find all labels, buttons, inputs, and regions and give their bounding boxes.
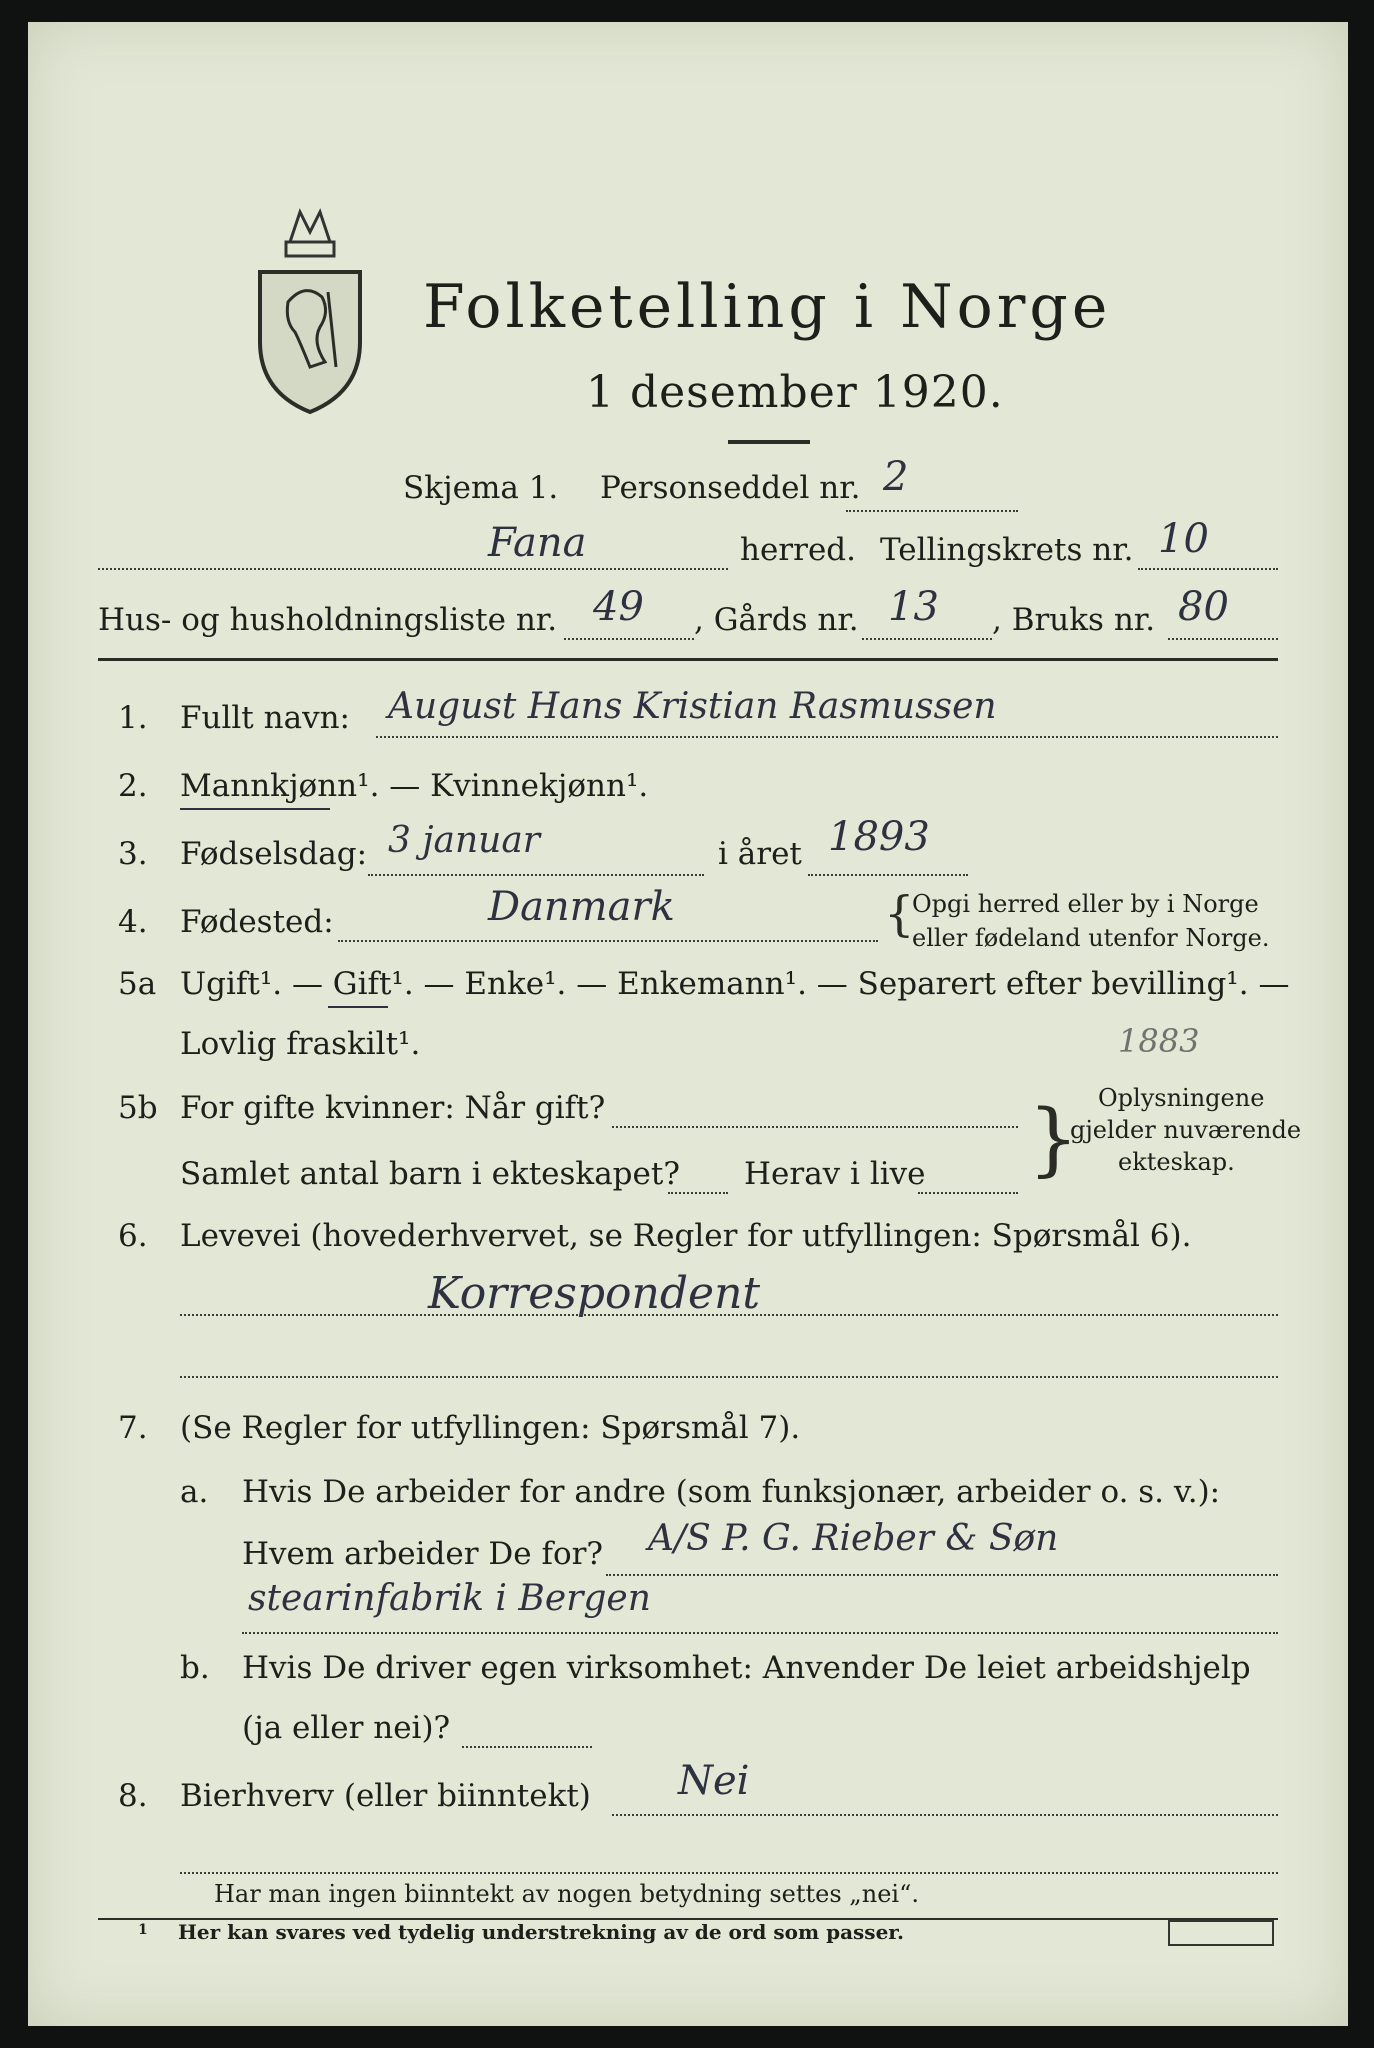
q7b-label-2: (ja eller nei)? — [242, 1710, 451, 1746]
hus-value: 49 — [593, 584, 644, 630]
q4-line — [338, 940, 878, 942]
hus-line — [564, 638, 694, 640]
q5b-label-2: Samlet antal barn i ekteskapet? — [180, 1156, 680, 1192]
birth-year-value: 1893 — [828, 814, 930, 860]
q5b-label-3: Herav i live — [744, 1156, 926, 1192]
skjema-label: Skjema 1. — [403, 470, 559, 506]
q7a-number: a. — [180, 1474, 209, 1510]
employer-value-2: stearinfabrik i Bergen — [248, 1578, 651, 1619]
q7b-label: Hvis De driver egen virksomhet: Anvender De leiet arbeidshjelp — [242, 1650, 1251, 1686]
q7-number: 7. — [118, 1410, 148, 1446]
header-divider — [98, 658, 1278, 661]
employer-value: A/S P. G. Rieber & Søn — [648, 1518, 1059, 1559]
bruks-value: 80 — [1178, 584, 1229, 630]
footnote-mark: 1 — [138, 1922, 148, 1938]
q5b-note-3: ekteskap. — [1118, 1148, 1235, 1176]
q4-brace: { — [884, 886, 915, 942]
q4-number: 4. — [118, 904, 148, 940]
gender-underline — [180, 808, 330, 810]
coat-of-arms-icon — [250, 202, 370, 417]
q7a-label: Hvis De arbeider for andre (som funksjonær, arbeider o. s. v.): — [242, 1474, 1221, 1510]
q1-label: Fullt navn: — [180, 700, 350, 736]
q7a-line-2 — [242, 1632, 1278, 1634]
q3-line — [368, 874, 704, 876]
footnote: Her kan svares ved tydelig understrekning av de ord som passer. — [178, 1920, 904, 1944]
q5b-brace: } — [1028, 1092, 1079, 1185]
tellingskrets-line — [1138, 568, 1278, 570]
q6-line-1 — [180, 1314, 1278, 1316]
personseddel-label: Personseddel nr. — [600, 470, 861, 506]
document-title: Folketelling i Norge — [423, 272, 1112, 342]
hus-label: Hus- og husholdningsliste nr. — [98, 602, 558, 638]
q5b-label: For gifte kvinner: Når gift? — [180, 1090, 606, 1126]
tellingskrets-label: Tellingskrets nr. — [880, 532, 1134, 568]
q5a-label: Ugift¹. — Gift¹. — Enke¹. — Enkemann¹. — Separert efter bevilling¹. — — [180, 966, 1290, 1002]
q7a-label-2: Hvem arbeider De for? — [242, 1536, 604, 1572]
printer-stamp — [1168, 1920, 1274, 1946]
birthday-value: 3 januar — [388, 820, 541, 861]
herred-line — [98, 568, 728, 570]
q2-number: 2. — [118, 768, 148, 804]
q7-label: (Se Regler for utfyllingen: Spørsmål 7). — [180, 1410, 801, 1446]
q5b-alive-line — [918, 1192, 1018, 1194]
q5b-married-line — [612, 1126, 1018, 1128]
q6-label: Levevei (hovederhvervet, se Regler for utfyllingen: Spørsmål 6). — [180, 1218, 1192, 1254]
herred-value: Fana — [488, 520, 587, 566]
q7b-line — [462, 1746, 592, 1748]
q4-label: Fødested: — [180, 904, 334, 940]
birthplace-value: Danmark — [488, 884, 675, 930]
q6-line-2 — [180, 1376, 1278, 1378]
q3-label: Fødselsdag: — [180, 836, 368, 872]
tellingskrets-value: 10 — [1158, 516, 1209, 562]
occupation-value: Korrespondent — [428, 1268, 761, 1319]
q2-label: Mannkjønn¹. — Kvinnekjønn¹. — [180, 768, 649, 804]
q4-note-1: Opgi herred eller by i Norge — [912, 890, 1259, 918]
q6-number: 6. — [118, 1218, 148, 1254]
marital-underline — [328, 1006, 388, 1008]
q7b-number: b. — [180, 1650, 210, 1686]
q5b-note-2: gjelder nuværende — [1070, 1116, 1302, 1144]
gards-label: , Gårds nr. — [694, 602, 859, 638]
q3-number: 3. — [118, 836, 148, 872]
full-name-value: August Hans Kristian Rasmussen — [388, 686, 997, 727]
q8-number: 8. — [118, 1778, 148, 1814]
q4-note-2: eller fødeland utenfor Norge. — [912, 924, 1270, 952]
bruks-label: , Bruks nr. — [992, 602, 1156, 638]
gards-line — [862, 638, 992, 640]
q5b-note-1: Oplysningene — [1098, 1084, 1265, 1112]
census-form — [28, 22, 1348, 2026]
bruks-line — [1168, 638, 1278, 640]
q3-year-line — [808, 874, 968, 876]
q1-line — [376, 736, 1278, 738]
q5a-number: 5a — [118, 966, 157, 1002]
personseddel-line — [846, 510, 1018, 512]
q8-line — [612, 1814, 1278, 1816]
q5b-number: 5b — [118, 1090, 158, 1126]
personseddel-value: 2 — [883, 454, 909, 500]
title-divider — [728, 440, 810, 444]
footer-note: Har man ingen biinntekt av nogen betydning settes „nei“. — [214, 1880, 919, 1908]
census-date: 1 desember 1920. — [586, 367, 1004, 418]
q8-label: Bierhverv (eller biinntekt) — [180, 1778, 591, 1814]
gards-value: 13 — [888, 584, 939, 630]
q5b-children-line — [668, 1192, 728, 1194]
q8-line-2 — [180, 1872, 1278, 1874]
q5a-label-2: Lovlig fraskilt¹. — [180, 1026, 421, 1062]
side-income-value: Nei — [678, 1758, 750, 1804]
q1-number: 1. — [118, 700, 148, 736]
herred-label: herred. — [740, 532, 856, 568]
marital-margin-note: 1883 — [1118, 1022, 1200, 1060]
q7a-line-1 — [606, 1574, 1278, 1576]
q3-year-label: i året — [718, 836, 802, 872]
